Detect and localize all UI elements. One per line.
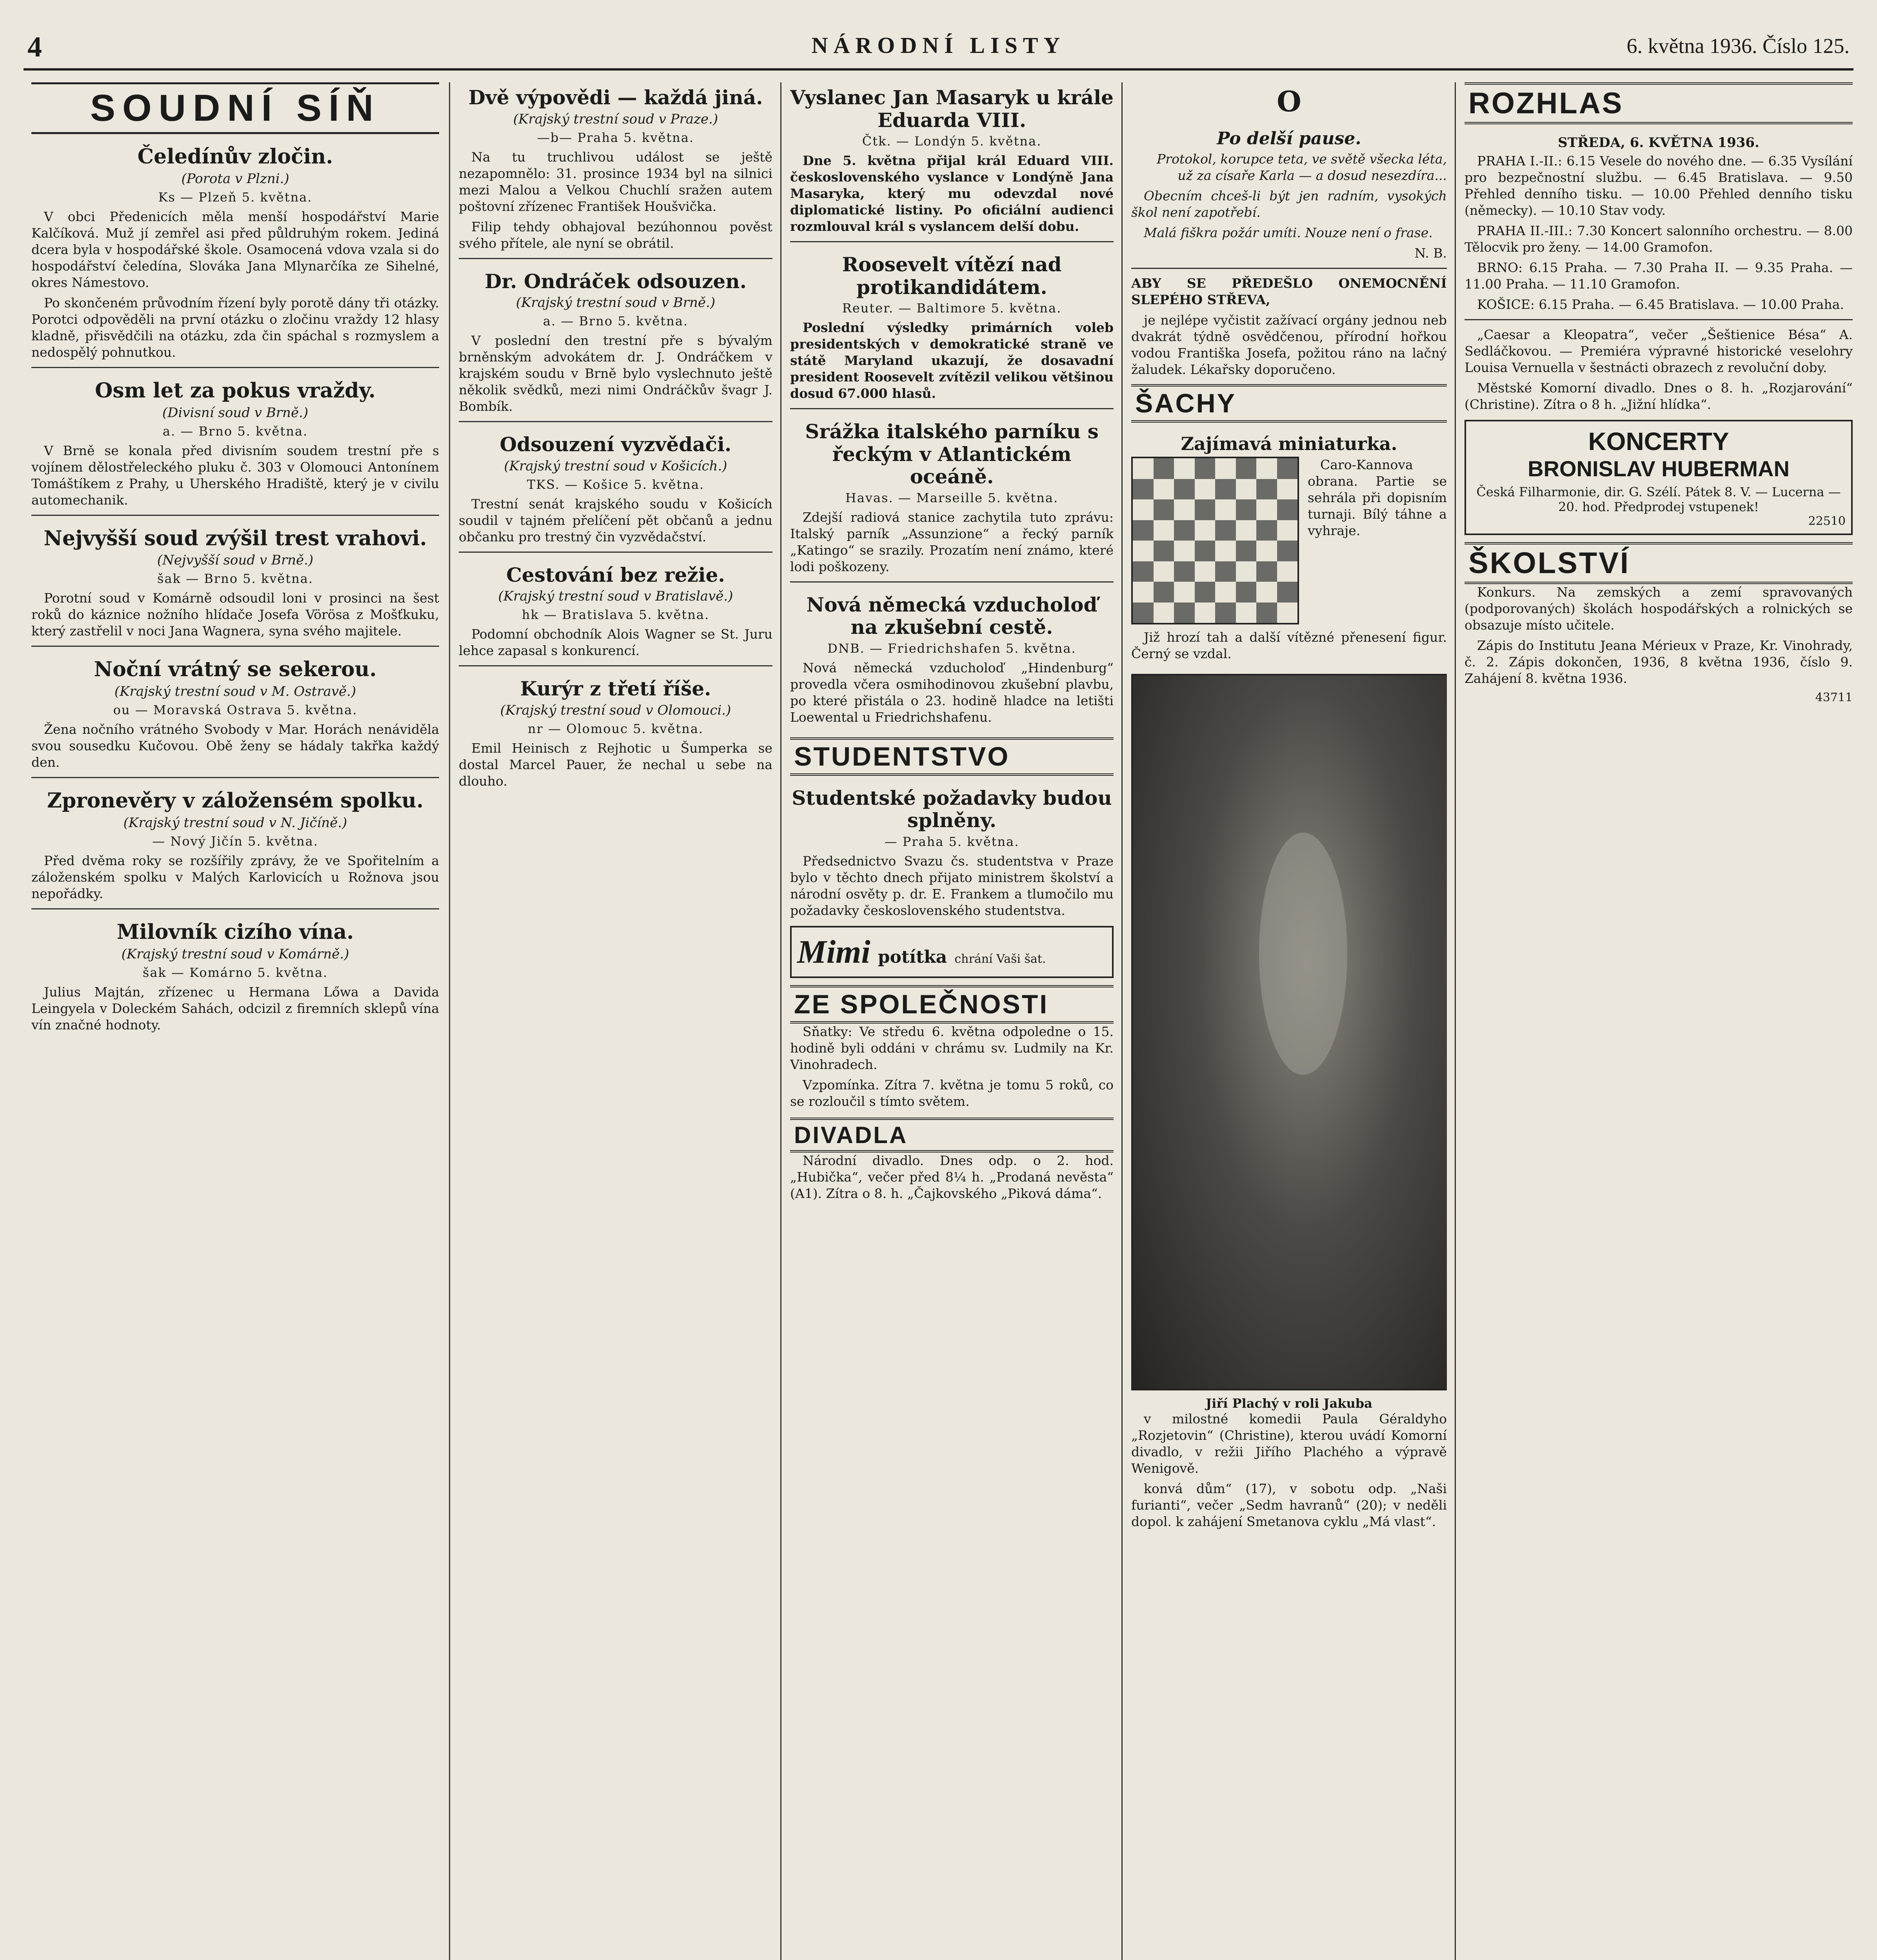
section-heading: STUDENTSTVO [790,737,1114,776]
article-title: Dvě výpovědi — každá jiná. [468,86,763,109]
article-title: Čeledínův zločin. [137,145,333,169]
column-soudni-sin [31,82,439,1960]
article-text: Sňatky: Ve středu 6. května odpoledne o 15. hodině byli oddáni v chrámu sv. Ludmily na Kr. Vinohradech. [790,1024,1114,1072]
poem-stanza: Malá fiškra požár umíti. Nouze není o frase. [1144,225,1433,241]
advert-headline: ABY SE PŘEDEŠLO ONEMOCNĚNÍ SLEPÉHO STŘEVA, [1131,276,1447,308]
article-text: Žena nočního vrátného Svobody v Mar. Horách nenáviděla svou sousedku Kučovou. Obě ženy se hádaly takřka každý den. [31,722,439,770]
article-dateline: Čtk. — Londýn 5. května. [862,134,1042,149]
article-text: konvá dům“ (17), v sobotu odp. „Naši furianti“, večer „Sedm havranů“ (20); v neděli dopol. k zahájení Smetanova cyklu „Má vlast“. [1131,1481,1447,1530]
article-text: Filip tehdy obhajoval bezúhonnou pověst svého přítele, ale nyní se obrátil. [459,219,772,251]
divider [459,258,772,259]
article-text: Před dvěma roky se rozšířily zprávy, že ve Spořitelním a záloženském spolku v Malých Karlovicích u Rožnova jsou nepořádky. [31,853,439,901]
newspaper-name: NÁRODNÍ LISTY [811,33,1066,58]
article [31,527,439,640]
column-radio [1465,82,1853,1960]
mimi-tagline: chrání Vaši šat. [954,952,1046,966]
article-court: (Divisní soud v Brně.) [162,405,309,421]
article-title: Cestování bez režie. [506,563,725,586]
article-dateline: ou — Moravská Ostrava 5. května. [113,702,358,718]
article-dateline: nr — Olomouc 5. května. [527,721,704,736]
article-dateline: Ks — Plzeň 5. května. [158,189,313,205]
divider [31,908,439,909]
article-title: Dr. Ondráček odsouzen. [485,269,747,293]
article-title: Noční vrátný se sekerou. [94,657,377,682]
article [790,593,1114,726]
section-heading: SOUDNÍ SÍŇ [31,82,439,134]
divider [790,581,1114,583]
article-text: Poslední výsledky primárních voleb presidentských v demokratické straně ve státě Maryland ukazují, že dosavadní president Roosevelt zvítězil velikou většinou dosud 67.000 hlasů. [790,320,1114,401]
mimi-logo: Mimi [797,933,870,970]
page-number: 4 [27,31,42,63]
column-news [790,82,1114,1960]
poem-signature: N. B. [1414,245,1447,261]
article-dateline: Havas. — Marseille 5. května. [845,490,1059,505]
poem-title: Po delší pause. [1217,128,1361,149]
divider [1131,268,1447,269]
article [790,86,1114,235]
article-court: (Krajský trestní soud v Bratislavě.) [498,588,733,604]
column-culture [1131,82,1447,1960]
article-dateline: šak — Komárno 5. května. [142,965,328,980]
article-title: Nová německá vzducholoď na zkušební cestě. [806,593,1097,639]
article-text: Zdejší radiová stanice zachytila tuto zprávu: Italský parník „Assunzione“ a řecký parník „Katingo“ se srazily. Prozatím není známo, které lodi poškozeny. [790,509,1114,574]
section-heading: ŠACHY [1131,384,1447,423]
article-dateline: TKS. — Košice 5. května. [527,477,705,492]
advert-number: 43711 [1815,691,1853,705]
school-text: Zápis do Institutu Jeana Mérieux v Praze, Kr. Vinohrady, č. 2. Zápis dokončen, 1936, 8 května 1936, číslo 9. Zahájení 8. května 1936. [1465,638,1853,686]
radio-date: STŘEDA, 6. KVĚTNA 1936. [1558,135,1759,151]
article-title: Kurýr z třetí říše. [520,677,711,700]
poem-stanza: Obecním chceš-li být jen radním, vysokých škol není zapotřebí. [1131,188,1447,220]
article-text: Podomní obchodník Alois Wagner se St. Juru lehce zapasal s konkurencí. [459,626,772,658]
article-title: Vyslanec Jan Masaryk u krále Eduarda VIII. [790,86,1114,132]
article [459,270,772,415]
article-dateline: —b— Praha 5. května. [537,130,694,145]
divider [459,421,772,422]
article [790,787,1114,919]
article-title: Milovník cizího vína. [116,920,354,944]
article-court: (Porota v Plzni.) [181,171,289,187]
section-heading: DIVADLA [790,1118,1114,1152]
advert-number: 22510 [1808,514,1846,528]
article-court: (Krajský trestní soud v Praze.) [513,111,718,127]
mimi-advert [790,926,1114,978]
divider [31,777,439,778]
article-court: (Krajský trestní soud v M. Ostravě.) [114,684,356,700]
article-text: V poslední den trestní pře s bývalým brněnským advokátem dr. J. Ondráčkem v krajském soudu v Brně bylo vyslechnuto ještě několik svědků, mezi nimi Ondráčkův švagr J. Bombík. [459,333,772,414]
chess-text: Caro-Kannova obrana. Partie se sehrála při dopisním turnaji. Bílý táhne a vyhraje. [1308,457,1447,539]
article-dateline: hk — Bratislava 5. května. [521,607,710,622]
divider [31,367,439,368]
article-title: Nejvyšší soud zvýšil trest vrahovi. [44,526,427,550]
article-text: V Brně se konala před divisním soudem trestní pře s vojínem dělostřeleckého pluku č. 303 v Olomouci Antonínem Tomáštíkem z Prahy, u Uherského Hradiště, který je v civilu automechanik. [31,443,439,508]
divider [31,646,439,647]
article-text: Porotní soud v Komárně odsoudil loni v prosinci na šest roků do káznice nožního hlídače Josefa Vörösa z Mošťkuku, který zastřelil v noci Jana Wagnera, syna svého majitele. [31,590,439,639]
radio-program: PRAHA I.-II.: 6.15 Vesele do nového dne. — 6.35 Vysílání pro bezpečnostní službu. — 6.45 Bratislava. — 9.50 Přehled denního tisku. — 10.00 Přehled denního tisku (německy). — 10.10 Stav vody. [1465,153,1853,218]
article-title: Zajímavá miniaturka. [1181,433,1397,455]
concert-details: Česká Filharmonie, dir. G. Szélí. Pátek 8. V. — Lucerna — 20. hod. Předprodej vstupenek! [1476,485,1841,515]
mimi-product: potítka [878,947,947,967]
article-court: (Krajský trestní soud v Komárně.) [121,946,349,962]
article [31,145,439,361]
article-text: Trestní senát krajského soudu v Košicích soudil v tajném přelíčení pět občanů a jednu občanku pro trestný čin vyzvědačství. [459,496,772,544]
concert-heading: KONCERTY [1588,427,1729,456]
poem-intro: Protokol, korupce teta, ve světě všecka léta, už za císaře Karla — a dosud nesezdíra... [1157,151,1447,183]
divider [31,515,439,516]
radio-program: KOŠICE: 6.15 Praha. — 6.45 Bratislava. — 10.00 Praha. [1477,297,1844,312]
radio-program: PRAHA II.-III.: 7.30 Koncert salonního orchestru. — 8.00 Tělocvik pro ženy. — 14.00 Gramofon. [1465,223,1853,255]
section-heading: ŠKOLSTVÍ [1465,542,1853,584]
article-court: (Krajský trestní soud v Brně.) [516,295,716,310]
concert-advert [1465,420,1853,535]
advert-text: je nejlépe vyčistit zažívací orgány jednou neb dvakrát týdně osvědčenou, přírodní hořkou vodou Františka Josefa, požitou ráno na lačný žaludek. Lékařsky doporučeno. [1131,312,1447,377]
article-text: Emil Heinisch z Rejhotic u Šumperka se dostal Marcel Pauer, že nechal u sebe na dlouho. [459,740,772,789]
issue-date: 6. května 1936. Číslo 125. [1626,34,1850,58]
column-divider [449,82,450,1960]
poem-ornament: O [1277,85,1301,118]
theatre-text: „Caesar a Kleopatra“, večer „Šeštienice Bésa“ A. Sedláčkovou. — Premiéra výpravné historické veselohry Louisa Vernuella v šestnácti obrazech z revoluční doby. [1465,327,1853,376]
article [790,420,1114,575]
column-divider [780,82,781,1960]
article-court: (Krajský trestní soud v Košicích.) [504,458,727,474]
school-text: Konkurs. Na zemských a zemí spravovaných (podporovaných) školách hospodářských a rolnických se obsazuje místo učitele. [1465,584,1853,633]
chess-diagram [1131,457,1299,624]
article [31,920,439,1033]
masthead [24,31,1853,71]
article [31,658,439,771]
article-dateline: a. — Brno 5. května. [543,314,689,328]
concert-performer: BRONISLAV HUBERMAN [1528,456,1790,481]
section-heading: ROZHLAS [1465,82,1853,124]
actor-photo [1131,674,1447,1390]
article-dateline: a. — Brno 5. května. [162,423,308,439]
article-text: Národní divadlo. Dnes odp. o 2. hod. „Hubička“, večer před 8¼ h. „Prodaná nevěsta“ (A1). Zítra o 8. h. „Čajkovského „Piková dáma“. [790,1152,1114,1201]
article-dateline: — Praha 5. května. [884,834,1019,849]
article-text: Vzpomínka. Zítra 7. května je tomu 5 roků, co se rozloučil s tímto světem. [790,1077,1114,1109]
article-text: Julius Majtán, zřízenec u Hermana Lőwa a Davida Leingyela v Doleckém Sahách, odcizil z firemních sklepů vína vín značné hodnoty. [31,984,439,1033]
article-dateline: šak — Brno 5. května. [157,571,313,586]
article-text: Dne 5. května přijal král Eduard VIII. československého vyslance v Londýně Jana Masaryka, který mu odevzdal nové diplomatické listiny. Po oficiální audienci rozmlouval král s vyslancem delší dobu. [790,153,1114,234]
article-title: Roosevelt vítězí nad protikandidátem. [842,253,1062,299]
theatre-text: Městské Komorní divadlo. Dnes o 8. h. „Rozjarování“ (Christine). Zítra o 8 h. „Jižní hlídka“. [1465,380,1853,412]
article-dateline: DNB. — Friedrichshafen 5. května. [827,641,1076,656]
article-title: Odsouzení vyzvědači. [500,433,732,456]
column-divider [1455,82,1456,1960]
column-divider [1121,82,1123,1960]
article [31,379,439,508]
article-text: v milostné komedii Paula Géraldyho „Rozjetovin“ (Christine), kterou uvádí Komorní divadlo, v režii Jiřího Plachého a výpravě Wenigově. [1131,1411,1447,1476]
divider [790,241,1114,242]
article-text: Na tu truchlivou událost se ještě nezapomnělo: 31. prosince 1934 byl na silnici mezi Malou a Velkou Chuchlí sražen autem poštovní zřízenec František Houšvička. [459,149,772,214]
article [790,253,1114,402]
divider [790,408,1114,409]
article-text: V obci Předenicích měla menší hospodářství Marie Kalčíková. Muž jí zemřel asi před půldruhým rokem. Jediná dcera byla v hospodářské škole. Osamocená vdova vzala si do hospodářství čeledína, Slováka Jana Mlynarčíka ze Sihelné, okres Námestovo. [31,209,439,290]
article-court: (Nejvyšší soud v Brně.) [157,552,314,568]
article-title: Zpronevěry v záložensém spolku. [47,789,424,813]
article-text: Nová německá vzducholoď „Hindenburg“ provedla včera osmihodinovou zkušební plavbu, po které přistála o 23. hodině hladce na letišti Loewental u Friedrichshafenu. [790,660,1114,725]
article-dateline: — Nový Jičín 5. května. [152,833,318,849]
article [31,789,439,902]
article-title: Osm let za pokus vraždy. [95,378,376,403]
article-dateline: Reuter. — Baltimore 5. května. [842,301,1062,316]
chess-article [1131,457,1447,662]
radio-program: BRNO: 6.15 Praha. — 7.30 Praha II. — 9.35 Praha. — 11.00 Praha. — 11.10 Gramofon. [1465,260,1853,292]
column-court-2 [459,82,772,1960]
article [459,564,772,659]
health-advert [1131,275,1447,378]
article-title: Srážka italského parníku s řeckým v Atlantickém oceáně. [805,420,1099,488]
article-text: Předsednictvo Svazu čs. studentstva v Praze bylo v těchto dnech přijato ministrem školství a národní osvěty p. dr. E. Frankem a tlumočilo mu požadavky československého studentstva. [790,853,1114,918]
section-heading: ZE SPOLEČNOSTI [790,985,1114,1024]
article [459,86,772,252]
article-court: (Krajský trestní soud v Olomouci.) [500,702,731,718]
article-text: Po skončeném průvodním řízení byly porotě dány tři otázky. Porotci odpověděli na první otázku o zločinu vraždy 12 hlasy kladně, přisvědčili na otázku, zda čin spáchal s rozmyslem a nedospělý pohnutkou. [31,295,439,360]
article [459,433,772,545]
article-court: (Krajský trestní soud v N. Jičíně.) [123,815,347,831]
poem [1131,85,1447,261]
divider [459,665,772,666]
divider [1465,319,1853,320]
chess-text: Již hrozí tah a další vítězné přenesení figur. Černý se vzdal. [1131,630,1447,662]
divider [459,552,772,553]
photo-caption: Jiří Plachý v roli Jakuba [1206,1396,1372,1411]
article-title: Studentské požadavky budou splněny. [792,786,1112,832]
article [459,677,772,789]
